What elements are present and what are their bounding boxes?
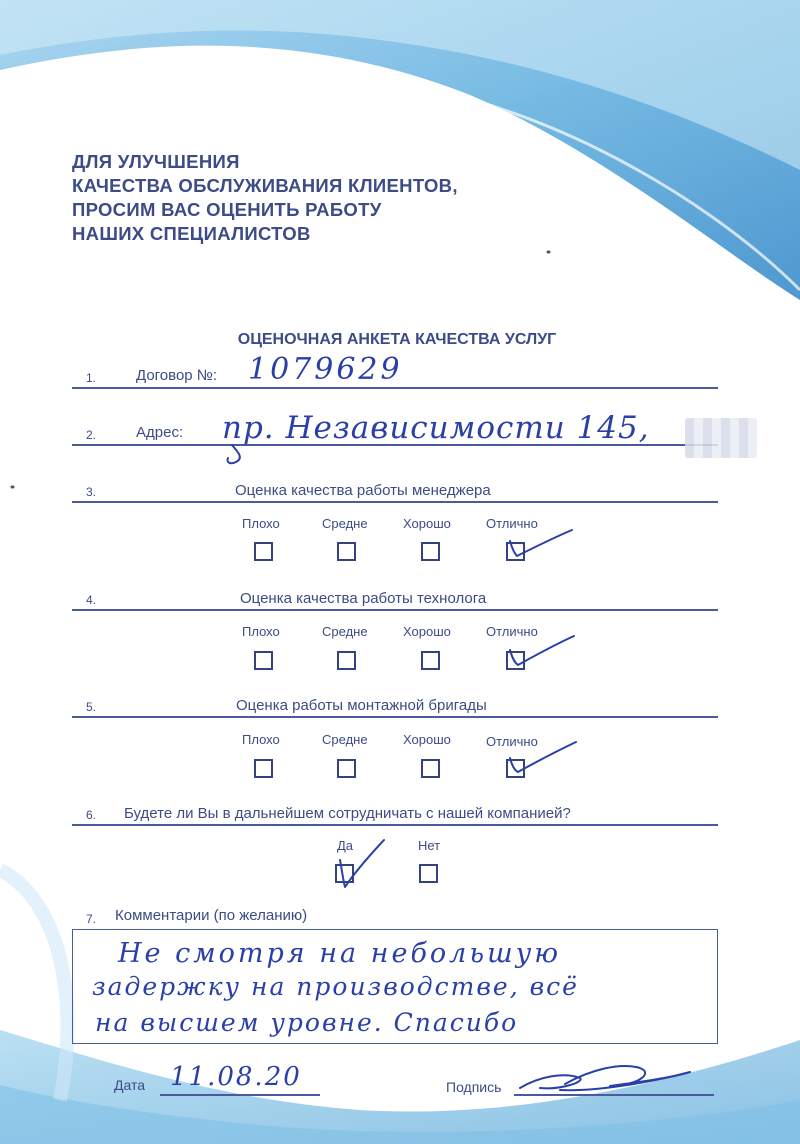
rating-title-technologist: Оценка качества работы технолога: [240, 590, 487, 607]
checkbox-technologist-good[interactable]: [421, 651, 440, 670]
redacted-blur: [685, 418, 757, 458]
option-label-excellent: Отлично: [486, 734, 538, 749]
address-handwritten[interactable]: пр. Независимости 145,: [222, 410, 650, 446]
header-text: [72, 150, 458, 246]
comment-line-2: задержку на производстве, всё: [92, 972, 579, 1001]
item-number-1: 1.: [86, 371, 97, 385]
contract-number-handwritten[interactable]: 1079629: [248, 352, 403, 387]
comment-line-3: на высшем уровне. Спасибо: [95, 1008, 519, 1037]
item-number-7: 7.: [86, 912, 97, 926]
item-number-6: 6.: [86, 808, 97, 822]
option-label-good: Хорошо: [403, 516, 451, 531]
checkbox-installation-excellent[interactable]: [506, 759, 525, 778]
checkbox-installation-good[interactable]: [421, 759, 440, 778]
item-number-2: 2.: [86, 428, 97, 442]
signature-label: Подпись: [446, 1079, 502, 1095]
header-line-1: ДЛЯ УЛУЧШЕНИЯ: [72, 151, 240, 172]
option-label-no: Нет: [418, 838, 441, 853]
form-title: ОЦЕНОЧНАЯ АНКЕТА КАЧЕСТВА УСЛУГ: [237, 331, 557, 348]
checkbox-manager-poor[interactable]: [254, 542, 273, 561]
comments-label: Комментарии (по желанию): [115, 907, 308, 924]
option-label-excellent: Отлично: [486, 516, 538, 531]
item-number-4: 4.: [86, 593, 97, 607]
cooperation-question: Будете ли Вы в дальнейшем сотрудничать с нашей компанией?: [124, 805, 571, 822]
date-label: Дата: [114, 1077, 146, 1093]
option-label-good: Хорошо: [403, 624, 451, 639]
date-line: [160, 1094, 320, 1096]
rating-line-manager: [72, 501, 718, 503]
option-label-average: Средне: [322, 732, 368, 747]
option-label-average: Средне: [322, 624, 368, 639]
checkbox-manager-average[interactable]: [337, 542, 356, 561]
date-handwritten[interactable]: 11.08.20: [170, 1062, 302, 1092]
checkbox-no[interactable]: [419, 864, 438, 883]
checkbox-installation-average[interactable]: [337, 759, 356, 778]
cooperation-line: [72, 824, 718, 826]
header-line-2: КАЧЕСТВА ОБСЛУЖИВАНИЯ КЛИЕНТОВ,: [72, 175, 458, 196]
checkbox-manager-excellent[interactable]: [506, 542, 525, 561]
form-title-wrap: [0, 331, 800, 349]
rating-line-technologist: [72, 609, 718, 611]
checkbox-technologist-average[interactable]: [337, 651, 356, 670]
item-number-5: 5.: [86, 700, 97, 714]
option-label-yes: Да: [337, 838, 354, 853]
signature-line: [514, 1094, 714, 1096]
option-label-poor: Плохо: [242, 732, 280, 747]
option-label-poor: Плохо: [242, 516, 280, 531]
checkbox-yes[interactable]: [335, 864, 354, 883]
option-label-average: Средне: [322, 516, 368, 531]
rating-line-installation: [72, 716, 718, 718]
item-number-3: 3.: [86, 485, 97, 499]
checkbox-technologist-excellent[interactable]: [506, 651, 525, 670]
contract-label: Договор №:: [136, 367, 218, 384]
checkbox-technologist-poor[interactable]: [254, 651, 273, 670]
header-line-4: НАШИХ СПЕЦИАЛИСТОВ: [72, 223, 311, 244]
address-label: Адрес:: [136, 424, 184, 441]
option-label-good: Хорошо: [403, 732, 451, 747]
contract-line: [72, 387, 718, 389]
option-label-poor: Плохо: [242, 624, 280, 639]
comment-line-1: Не смотря на небольшую: [118, 938, 562, 969]
checkbox-manager-good[interactable]: [421, 542, 440, 561]
rating-title-installation: Оценка работы монтажной бригады: [236, 697, 487, 714]
rating-title-manager: Оценка качества работы менеджера: [235, 482, 491, 499]
option-label-excellent: Отлично: [486, 624, 538, 639]
checkbox-installation-poor[interactable]: [254, 759, 273, 778]
header-line-3: ПРОСИМ ВАС ОЦЕНИТЬ РАБОТУ: [72, 199, 382, 220]
